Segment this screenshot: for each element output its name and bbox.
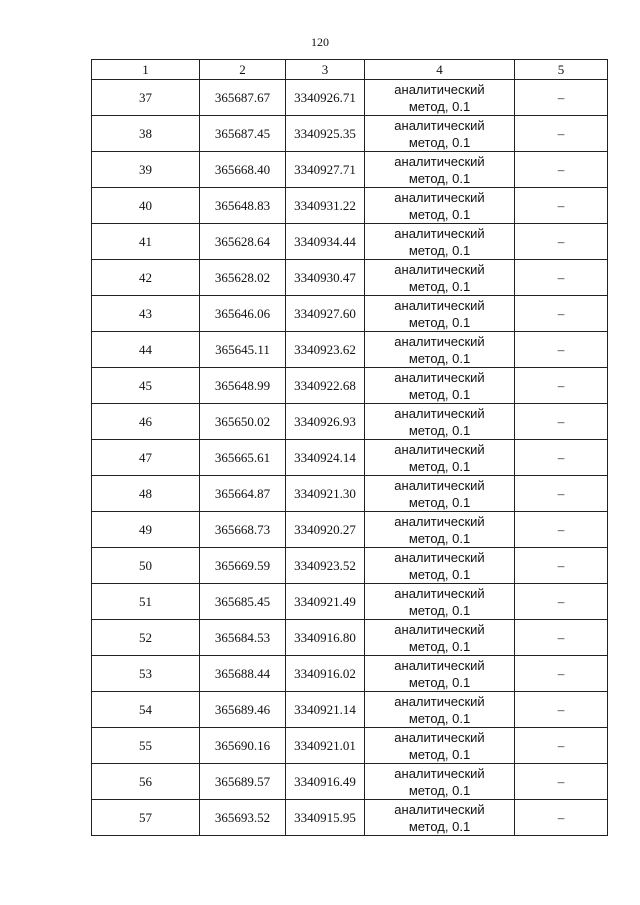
point-number-cell: 42 [92,260,200,296]
method-cell [365,368,515,404]
note-cell: – [515,620,608,656]
y-coordinate-cell: 3340916.80 [286,620,365,656]
table-row [92,404,608,440]
note-cell: – [515,188,608,224]
x-coordinate-cell: 365668.73 [200,512,286,548]
method-line-1: аналитический [394,549,485,565]
method-cell [365,188,515,224]
note-cell: – [515,728,608,764]
method-line-2: метод, 0.1 [408,242,471,258]
method-cell [365,296,515,332]
page-number: 120 [311,35,329,49]
x-coordinate-cell: 365645.11 [200,332,286,368]
method-line-1: аналитический [394,117,485,133]
method-line-1: аналитический [394,153,485,169]
y-coordinate-cell: 3340921.30 [286,476,365,512]
method-line-2: метод, 0.1 [408,710,471,726]
method-cell [365,728,515,764]
method-cell [365,656,515,692]
y-coordinate-cell: 3340927.71 [286,152,365,188]
y-coordinate-cell: 3340916.49 [286,764,365,800]
method-cell [365,692,515,728]
method-line-1: аналитический [394,225,485,241]
note-cell: – [515,296,608,332]
point-number-cell: 54 [92,692,200,728]
header-cell-3: 3 [286,60,365,80]
method-cell [365,404,515,440]
y-coordinate-cell: 3340923.52 [286,548,365,584]
point-number-cell: 50 [92,548,200,584]
point-number-cell: 52 [92,620,200,656]
method-line-2: метод, 0.1 [408,674,471,690]
method-cell [365,476,515,512]
table-row [92,116,608,152]
x-coordinate-cell: 365684.53 [200,620,286,656]
coordinates-table [91,59,608,836]
method-line-1: аналитический [394,765,485,781]
method-line-2: метод, 0.1 [408,98,471,114]
x-coordinate-cell: 365693.52 [200,800,286,836]
method-cell [365,584,515,620]
x-coordinate-cell: 365628.64 [200,224,286,260]
note-cell: – [515,440,608,476]
point-number-cell: 38 [92,116,200,152]
header-row [92,60,608,80]
point-number-cell: 43 [92,296,200,332]
method-line-2: метод, 0.1 [408,818,471,834]
method-line-1: аналитический [394,333,485,349]
method-line-1: аналитический [394,513,485,529]
x-coordinate-cell: 365664.87 [200,476,286,512]
note-cell: – [515,224,608,260]
table-row [92,260,608,296]
table-row [92,584,608,620]
method-cell [365,800,515,836]
method-line-2: метод, 0.1 [408,134,471,150]
header-cell-2: 2 [200,60,286,80]
header-cell-1: 1 [92,60,200,80]
note-cell: – [515,152,608,188]
method-line-2: метод, 0.1 [408,350,471,366]
table-row [92,224,608,260]
method-line-2: метод, 0.1 [408,278,471,294]
method-line-1: аналитический [394,297,485,313]
x-coordinate-cell: 365688.44 [200,656,286,692]
table-row [92,620,608,656]
point-number-cell: 48 [92,476,200,512]
method-cell [365,152,515,188]
method-line-1: аналитический [394,693,485,709]
method-line-2: метод, 0.1 [408,494,471,510]
table-row [92,332,608,368]
method-cell [365,620,515,656]
method-cell [365,80,515,116]
point-number-cell: 51 [92,584,200,620]
method-line-1: аналитический [394,585,485,601]
y-coordinate-cell: 3340925.35 [286,116,365,152]
point-number-cell: 37 [92,80,200,116]
method-line-1: аналитический [394,801,485,817]
method-line-1: аналитический [394,477,485,493]
point-number-cell: 41 [92,224,200,260]
table-row [92,728,608,764]
method-line-2: метод, 0.1 [408,458,471,474]
point-number-cell: 40 [92,188,200,224]
method-cell [365,512,515,548]
point-number-cell: 45 [92,368,200,404]
method-line-1: аналитический [394,405,485,421]
x-coordinate-cell: 365668.40 [200,152,286,188]
method-cell [365,224,515,260]
note-cell: – [515,116,608,152]
note-cell: – [515,548,608,584]
x-coordinate-cell: 365687.45 [200,116,286,152]
y-coordinate-cell: 3340920.27 [286,512,365,548]
x-coordinate-cell: 365628.02 [200,260,286,296]
y-coordinate-cell: 3340921.01 [286,728,365,764]
x-coordinate-cell: 365689.57 [200,764,286,800]
y-coordinate-cell: 3340930.47 [286,260,365,296]
y-coordinate-cell: 3340931.22 [286,188,365,224]
x-coordinate-cell: 365648.83 [200,188,286,224]
method-line-1: аналитический [394,441,485,457]
note-cell: – [515,404,608,440]
note-cell: – [515,476,608,512]
y-coordinate-cell: 3340923.62 [286,332,365,368]
y-coordinate-cell: 3340934.44 [286,224,365,260]
point-number-cell: 55 [92,728,200,764]
y-coordinate-cell: 3340921.49 [286,584,365,620]
point-number-cell: 56 [92,764,200,800]
table-row [92,692,608,728]
table-row [92,188,608,224]
y-coordinate-cell: 3340927.60 [286,296,365,332]
x-coordinate-cell: 365646.06 [200,296,286,332]
method-line-1: аналитический [394,81,485,97]
y-coordinate-cell: 3340924.14 [286,440,365,476]
table-row [92,512,608,548]
x-coordinate-cell: 365689.46 [200,692,286,728]
method-line-2: метод, 0.1 [408,206,471,222]
method-cell [365,116,515,152]
x-coordinate-cell: 365690.16 [200,728,286,764]
method-line-1: аналитический [394,657,485,673]
method-cell [365,332,515,368]
method-cell [365,260,515,296]
table-row [92,296,608,332]
method-line-2: метод, 0.1 [408,422,471,438]
note-cell: – [515,584,608,620]
method-line-2: метод, 0.1 [408,566,471,582]
method-line-2: метод, 0.1 [408,602,471,618]
note-cell: – [515,260,608,296]
method-line-2: метод, 0.1 [408,314,471,330]
table-body [92,80,608,836]
point-number-cell: 46 [92,404,200,440]
header-cell-5: 5 [515,60,608,80]
y-coordinate-cell: 3340922.68 [286,368,365,404]
header-cell-4: 4 [365,60,515,80]
method-line-2: метод, 0.1 [408,638,471,654]
point-number-cell: 44 [92,332,200,368]
method-line-1: аналитический [394,189,485,205]
note-cell: – [515,512,608,548]
method-cell [365,548,515,584]
x-coordinate-cell: 365648.99 [200,368,286,404]
x-coordinate-cell: 365685.45 [200,584,286,620]
x-coordinate-cell: 365665.61 [200,440,286,476]
table-row [92,80,608,116]
method-line-2: метод, 0.1 [408,782,471,798]
note-cell: – [515,80,608,116]
y-coordinate-cell: 3340926.71 [286,80,365,116]
note-cell: – [515,368,608,404]
point-number-cell: 49 [92,512,200,548]
method-cell [365,440,515,476]
y-coordinate-cell: 3340916.02 [286,656,365,692]
method-line-2: метод, 0.1 [408,170,471,186]
note-cell: – [515,656,608,692]
x-coordinate-cell: 365669.59 [200,548,286,584]
table-row [92,476,608,512]
note-cell: – [515,800,608,836]
y-coordinate-cell: 3340921.14 [286,692,365,728]
method-line-2: метод, 0.1 [408,746,471,762]
note-cell: – [515,692,608,728]
method-line-2: метод, 0.1 [408,530,471,546]
table-row [92,440,608,476]
y-coordinate-cell: 3340915.95 [286,800,365,836]
table-row [92,548,608,584]
table-row [92,800,608,836]
note-cell: – [515,332,608,368]
y-coordinate-cell: 3340926.93 [286,404,365,440]
point-number-cell: 39 [92,152,200,188]
x-coordinate-cell: 365650.02 [200,404,286,440]
point-number-cell: 47 [92,440,200,476]
table-header [92,60,608,80]
method-line-1: аналитический [394,621,485,637]
table-row [92,368,608,404]
point-number-cell: 53 [92,656,200,692]
method-cell [365,764,515,800]
point-number-cell: 57 [92,800,200,836]
method-line-1: аналитический [394,261,485,277]
method-line-1: аналитический [394,369,485,385]
table-row [92,152,608,188]
note-cell: – [515,764,608,800]
table-row [92,656,608,692]
method-line-2: метод, 0.1 [408,386,471,402]
x-coordinate-cell: 365687.67 [200,80,286,116]
table-row [92,764,608,800]
method-line-1: аналитический [394,729,485,745]
